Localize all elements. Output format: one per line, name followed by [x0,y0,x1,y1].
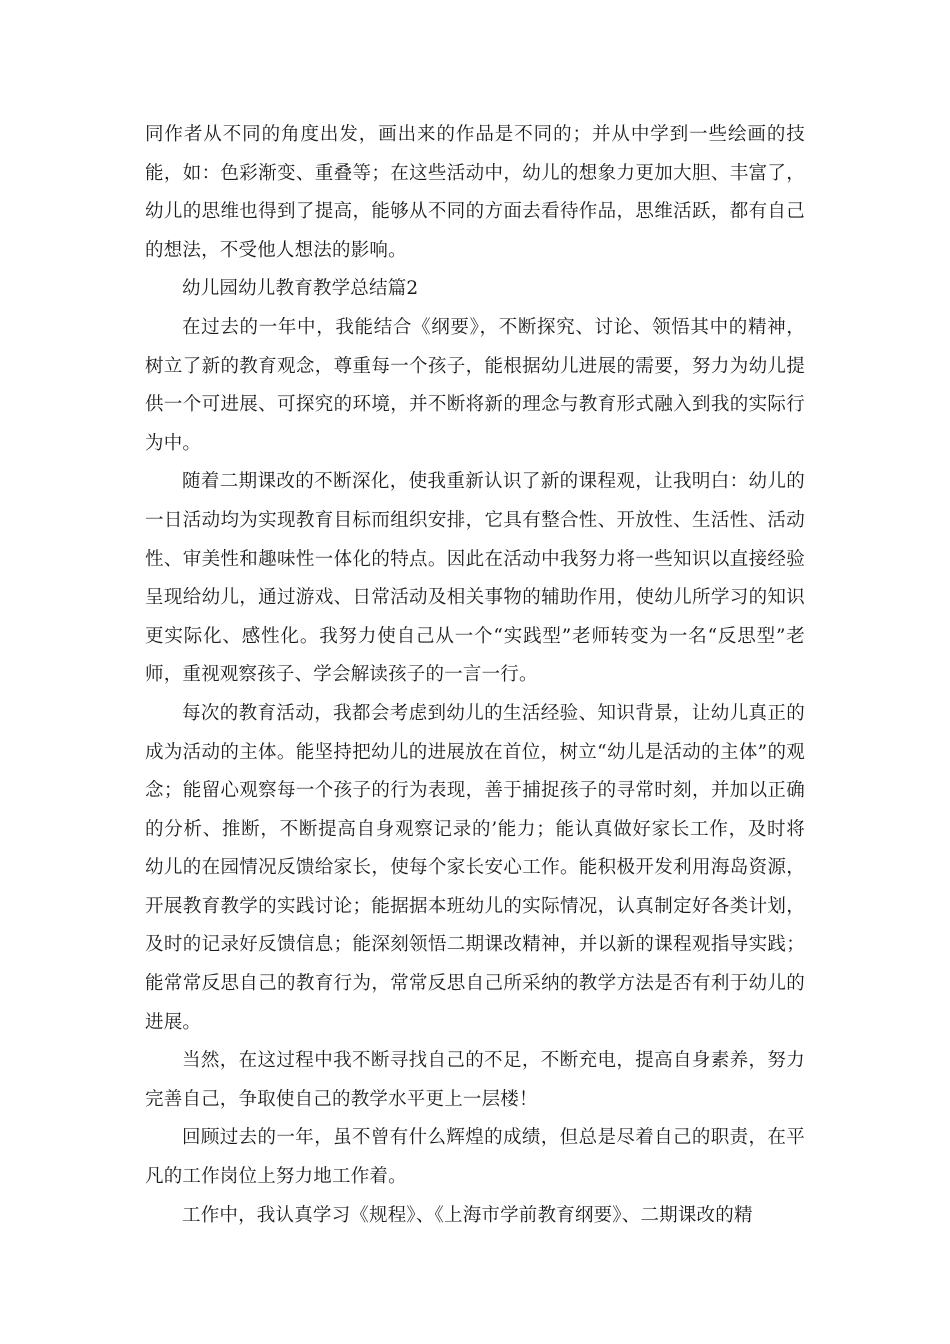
paragraph: 回顾过去的一年，虽不曾有什么辉煌的成绩，但总是尽着自己的职责，在平凡的工作岗位上努力地工作着。 [145,1127,805,1188]
paragraph: 随着二期课改的不断深化，使我重新认识了新的课程观，让我明白：幼儿的一日活动均为实现教育目标而组织安排，它具有整合性、开放性、生活性、活动性、审美性和趣味性一体化的特点。因此在活动中我努力将一些知识以直接经验呈现给幼儿，通过游戏、日常活动及相关事物的辅助作用，使幼儿所学习的知识更实际化、感性化。我努力使自己从一个“实践型”老师转变为一名“反思型”老师，重视观察孩子、学会解读孩子的一言一行。 [145,471,805,686]
paragraph: 每次的教育活动，我都会考虑到幼儿的生活经验、知识背景，让幼儿真正的成为活动的主体。能坚持把幼儿的进展放在首位，树立“幼儿是活动的主体”的观念；能留心观察每一个孩子的行为表现，善于捕捉孩子的寻常时刻，并加以正确的分析、推断，不断提高自身观察记录的’能力；能认真做好家长工作，及时将幼儿的在园情况反馈给家长，使每个家长安心工作。能积极开发利用海岛资源，开展教育教学的实践讨论；能据据本班幼儿的实际情况，认真制定好各类计划，及时的记录好反馈信息；能深刻领悟二期课改精神，并以新的课程观指导实践；能常常反思自己的教育行为，常常反思自己所采纳的教学方法是否有利于幼儿的进展。 [145,702,805,1033]
paragraph: 当然，在这过程中我不断寻找自己的不足，不断充电，提高自身素养，努力完善自己，争取使自己的教学水平更上一层楼！ [145,1050,805,1110]
paragraph: 工作中，我认真学习《规程》、《上海市学前教育纲要》、二期课改的精 [182,1204,753,1226]
paragraph-continuation: 同作者从不同的角度出发，画出来的作品是不同的；并从中学到一些绘画的技能，如：色彩渐变、重叠等；在这些活动中，幼儿的想象力更加大胆、丰富了，幼儿的思维也得到了提高，能够从不同的方面去看待作品，思维活跃，都有自己的想法，不受他人想法的影响。 [145,124,805,261]
document-body [145,116,805,1235]
paragraph: 在过去的一年中，我能结合《纲要》，不断探究、讨论、领悟其中的精神，树立了新的教育观念，尊重每一个孩子，能根据幼儿进展的需要，努力为幼儿提供一个可进展、可探究的环境，并不断将新的理念与教育形式融入到我的实际行为中。 [145,316,805,454]
section-heading: 幼儿园幼儿教育教学总结篇2 [182,278,419,300]
